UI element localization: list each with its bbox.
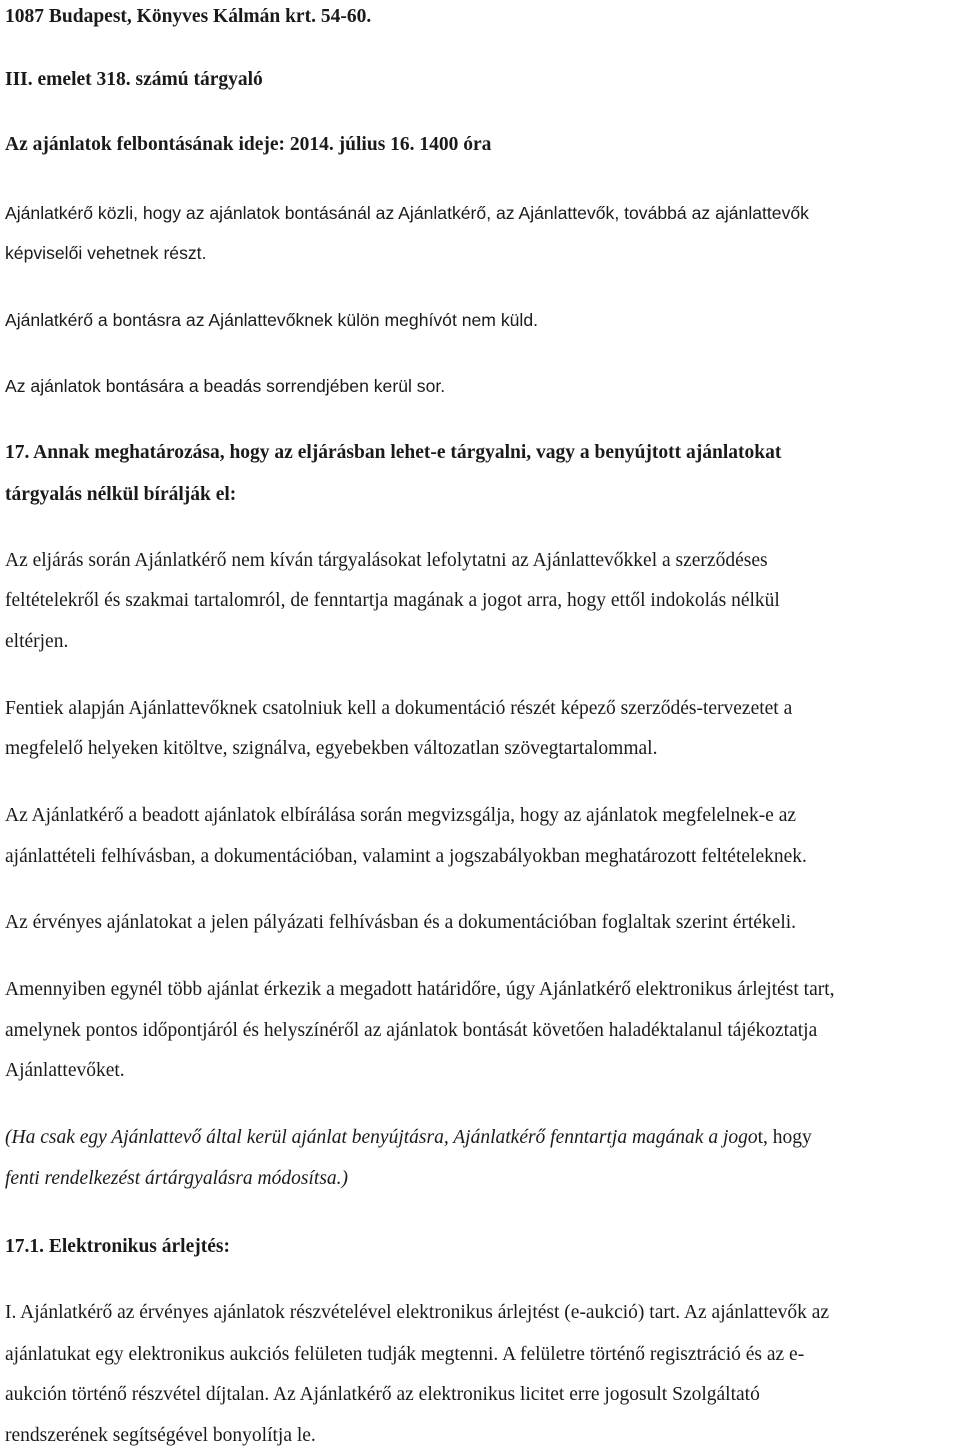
opening-info-line: Ajánlatkérő közli, hogy az ajánlatok bontásánál az Ajánlatkérő, az Ajánlattevők, továbbá az ajánlattevők	[5, 203, 809, 223]
paragraph-line: feltételekről és szakmai tartalomról, de fenntartja magának a jogot arra, hogy ettől indokolás nélkül	[5, 590, 780, 611]
italic-note-text: (Ha csak egy Ajánlattevő által kerül ajánlat benyújtásra, Ajánlatkérő fenntartja magának a jogo	[5, 1127, 758, 1148]
paragraph-line: aukción történő részvétel díjtalan. Az Ajánlatkérő az elektronikus licitet erre jogosult Szolgáltató	[5, 1384, 760, 1405]
paragraph-line: Az Ajánlatkérő a beadott ajánlatok elbírálása során megvizsgálja, hogy az ajánlatok megfelelnek-e az	[5, 805, 797, 826]
opening-info-line: Az ajánlatok bontására a beadás sorrendjében kerül sor.	[5, 376, 446, 396]
opening-info-line: képviselői vehetnek részt.	[5, 243, 207, 263]
address-line: 1087 Budapest, Könyves Kálmán krt. 54-60.	[5, 6, 372, 27]
paragraph-line: megfelelő helyeken kitöltve, szignálva, egyebekben változatlan szövegtartalommal.	[5, 738, 658, 759]
paragraph-line: rendszerének segítségével bonyolítja le.	[5, 1425, 316, 1446]
note-regular-text: t, hogy	[757, 1127, 812, 1148]
paragraph-line: ajánlatukat egy elektronikus aukciós felületen tudják megtenni. A felületre történő regisztráció és az e-	[5, 1344, 805, 1365]
opening-info-line: Ajánlatkérő a bontásra az Ajánlattevőknek külön meghívót nem küld.	[5, 310, 539, 330]
section-17-heading: 17. Annak meghatározása, hogy az eljárásban lehet-e tárgyalni, vagy a benyújtott ajánlatokat	[5, 442, 782, 463]
opening-time-line: Az ajánlatok felbontásának ideje: 2014. július 16. 1400 óra	[5, 134, 492, 155]
paragraph-line: I. Ajánlatkérő az érvényes ajánlatok részvételével elektronikus árlejtést (e-aukció) tart. Az ajánlattevők az	[5, 1302, 830, 1323]
paragraph-line: Fentiek alapján Ajánlattevőknek csatolniuk kell a dokumentáció részét képező szerződés-tervezetet a	[5, 698, 793, 719]
paragraph-line: Az érvényes ajánlatokat a jelen pályázati felhívásban és a dokumentációban foglaltak szerint értékeli.	[5, 912, 797, 933]
room-line: III. emelet 318. számú tárgyaló	[5, 69, 263, 90]
italic-note-line	[5, 1128, 812, 1148]
italic-note-line: fenti rendelkezést ártárgyalásra módosítsa.)	[5, 1168, 349, 1189]
paragraph-line: eltérjen.	[5, 631, 69, 652]
paragraph-line: Az eljárás során Ajánlatkérő nem kíván tárgyalásokat lefolytatni az Ajánlattevőkkel a szerződéses	[5, 550, 768, 571]
section-17-1-heading: 17.1. Elektronikus árlejtés:	[5, 1236, 230, 1257]
paragraph-line: ajánlattételi felhívásban, a dokumentációban, valamint a jogszabályokban meghatározott feltételeknek.	[5, 846, 807, 867]
paragraph-line: Ajánlattevőket.	[5, 1060, 125, 1081]
paragraph-line: Amennyiben egynél több ajánlat érkezik a megadott határidőre, úgy Ajánlatkérő elektronikus árlejtést tart,	[5, 979, 835, 1000]
section-17-heading: tárgyalás nélkül bírálják el:	[5, 484, 237, 505]
paragraph-line: amelynek pontos időpontjáról és helyszínéről az ajánlatok bontását követően haladéktalanul tájékoztatja	[5, 1020, 818, 1041]
